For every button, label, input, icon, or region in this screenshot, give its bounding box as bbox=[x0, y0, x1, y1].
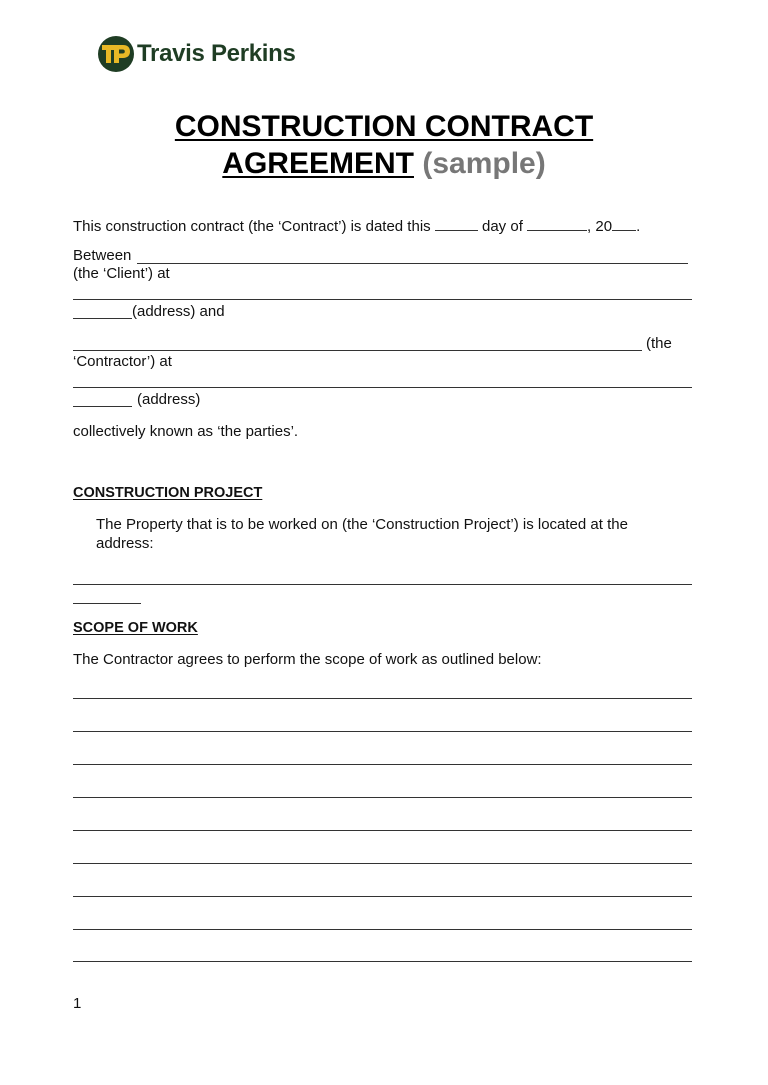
scope-line-6[interactable] bbox=[73, 863, 692, 864]
client-name-blank[interactable] bbox=[137, 263, 688, 264]
scope-line-9[interactable] bbox=[73, 961, 692, 962]
contractor-address-label: (address) bbox=[137, 391, 201, 408]
dated-line bbox=[73, 216, 640, 236]
document-title bbox=[0, 108, 768, 182]
scope-line-8[interactable] bbox=[73, 929, 692, 930]
construction-project-heading: CONSTRUCTION PROJECT bbox=[73, 485, 263, 501]
title-line-2: AGREEMENT bbox=[222, 147, 414, 180]
client-address-label: (address) and bbox=[132, 303, 225, 320]
day-of-label: day of bbox=[482, 218, 523, 235]
year-blank[interactable] bbox=[612, 216, 636, 231]
scope-line-7[interactable] bbox=[73, 896, 692, 897]
client-label: (the ‘Client’) at bbox=[73, 265, 170, 282]
client-address-blank-2[interactable] bbox=[73, 318, 132, 319]
contractor-the-label: (the bbox=[646, 335, 672, 352]
client-address-blank[interactable] bbox=[73, 299, 692, 300]
page-number: 1 bbox=[73, 995, 82, 1012]
year-prefix: , 20 bbox=[587, 218, 613, 235]
title-sample-label: (sample) bbox=[422, 147, 546, 180]
scope-line-3[interactable] bbox=[73, 764, 692, 765]
scope-line-1[interactable] bbox=[73, 698, 692, 699]
title-line-1: CONSTRUCTION CONTRACT bbox=[174, 110, 594, 143]
contractor-address-blank-2[interactable] bbox=[73, 406, 132, 407]
parties-text: collectively known as ‘the parties’. bbox=[73, 423, 299, 440]
contractor-name-blank[interactable] bbox=[73, 350, 642, 351]
dated-end: . bbox=[636, 218, 641, 235]
construction-project-text-1: The Property that is to be worked on (the ‘Construction Project’) is located at the bbox=[96, 516, 628, 533]
scope-line-5[interactable] bbox=[73, 830, 692, 831]
scope-of-work-text: The Contractor agrees to perform the scope of work as outlined below: bbox=[73, 651, 542, 668]
project-address-blank-2[interactable] bbox=[73, 603, 141, 604]
month-blank[interactable] bbox=[527, 216, 587, 231]
tp-logo-icon bbox=[98, 36, 134, 72]
project-address-blank[interactable] bbox=[73, 584, 692, 585]
contractor-label: ‘Contractor’) at bbox=[73, 353, 172, 370]
contractor-address-blank[interactable] bbox=[73, 387, 692, 388]
travis-perkins-logo bbox=[98, 36, 296, 72]
scope-line-2[interactable] bbox=[73, 731, 692, 732]
scope-line-4[interactable] bbox=[73, 797, 692, 798]
brand-name: Travis Perkins bbox=[137, 40, 296, 67]
day-blank[interactable] bbox=[435, 216, 478, 231]
scope-of-work-heading: SCOPE OF WORK bbox=[73, 620, 198, 636]
construction-project-text-2: address: bbox=[96, 535, 154, 552]
between-label: Between bbox=[73, 247, 132, 264]
dated-prefix: This construction contract (the ‘Contract’) is dated this bbox=[73, 218, 431, 235]
